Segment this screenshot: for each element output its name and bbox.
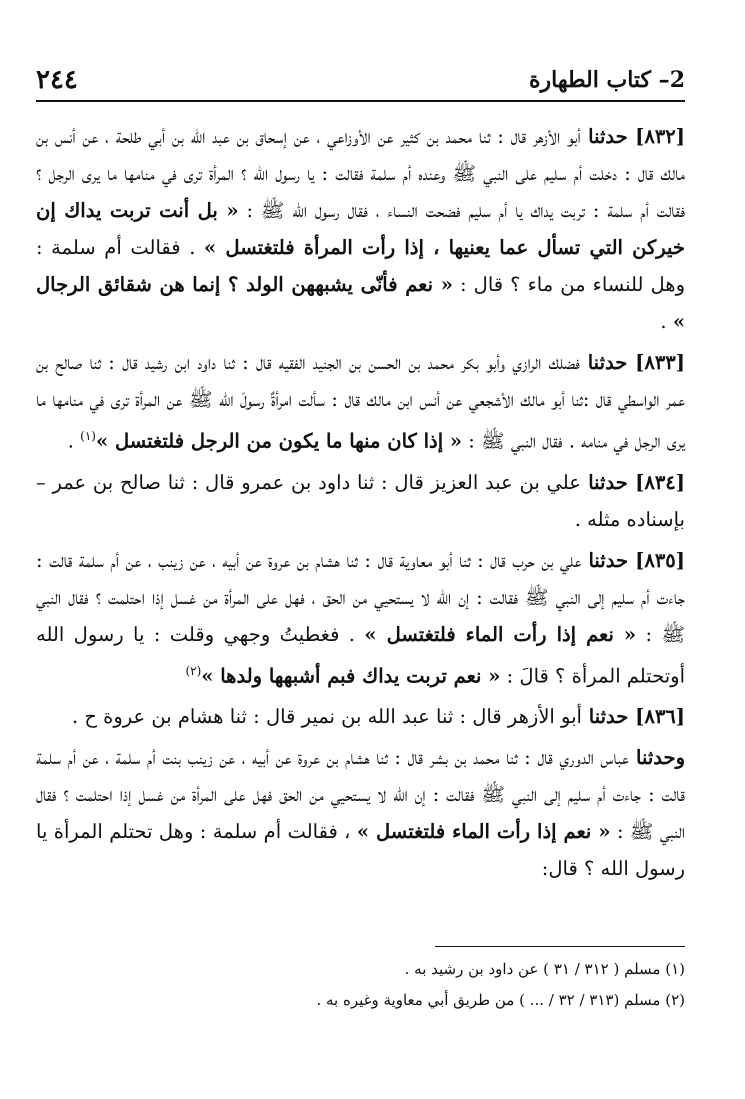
hadith-number: [٨٣٤] [635,470,685,494]
footnote-marker: (٢) [185,663,202,678]
bold-text: حدثنا [581,548,636,572]
page-number: ٢٤٤ [36,65,78,95]
hadith-paragraph [36,542,685,695]
text-run: . فغطيتُ وجهي وقلت : يا رسول الله أوتحتلم المرأة ؟ قالَ : [36,622,685,687]
footnote-1: (١) مسلم ( ٣١٢ / ٣١ ) عن داود بن رشيد به . [404,960,685,978]
bold-text: وحدثنا [628,746,685,769]
text-run: فضلك الرازي وأبو بكر محمد بن الحسن بن الجنيد الفقيه قال : ثنا داود ابن رشيد قال : ثنا صالح بن عمر الواسطي قال :ثنا أبو مالك الأشجعي عن أنس ابن مالك قال : سألت امرأةٌ رسولَ الله ﷺ عن المرأة ترى في منامها ما يرى الرجل في منامه . فقال النبي ﷺ : [36,351,685,453]
bold-text: حدثنا [580,125,636,148]
bold-text: حدثنا [581,705,636,728]
text-run: عباس الدوري قال : ثنا محمد بن بشر قال : ثنا هشام بن عروة عن أبيه ، عن زينب بنت أم سلمة ، عن أم سلمة قالت : جاءت أم سليم إلى النبي ﷺ فقالت : إن الله لا يستحيي من الحق فهل على المرأة من غسل إذا احتلمت ؟ فقال النبي ﷺ : [36,746,685,843]
text-run: . [67,429,81,453]
hadith-number: [٨٣٦] [635,705,685,728]
hadith-number: [٨٣٣] [635,351,686,374]
hadith-number: [٨٣٢] [635,125,685,148]
hadith-paragraph [36,698,685,735]
bold-text: حدثنا [579,351,636,374]
bold-text: « نعم فأنّى يشبههن الولد ؟ إنما هن شقائق الرجال » [36,273,685,333]
bold-text: حدثنا [580,470,636,494]
footnote-rule [435,946,685,947]
text-run: أبو الأزهر قال : ثنا محمد بن كثير عن الأوزاعي ، عن إسحاق بن عبد الله بن أبي طلحة ، عن أنس بن مالك قال : دخلت أم سليم على النبي ﷺ وعنده أم سلمة فقالت : يا رسول الله ؟ المرأة ترى في منامها ما يرى الرجل ؟ فقالت أم سلمة : تربت يداك يا أم سليم فضحت النساء ، فقال رسول الله ﷺ : [36,125,685,222]
text-run: علي بن حرب قال : ثنا أبو معاوية قال : ثنا هشام بن عروة عن أبيه ، عن زينب ، عن أم سلمة قالت : جاءت أم سليم إلى النبي ﷺ فقالت : إن الله لا يستحيي من الحق ، فهل على المرأة من غسل إذا احتلمت ؟ فقال النبي ﷺ : [36,548,685,646]
page-header [36,62,685,98]
hadith-paragraph [36,739,685,887]
text-run: . [660,310,673,333]
text-run: علي بن عبد العزيز قال : ثنا داود بن عمرو قال : ثنا صالح بن عمر – بإسناده مثله . [36,470,685,531]
main-text [36,118,685,891]
chapter-title: 2– كتاب الطهارة [528,67,685,93]
bold-text: « إذا كان منها ما يكون من الرجل فلتغتسل » [95,429,463,453]
text-run: أبو الأزهر قال : ثنا عبد الله بن نمير قال : ثنا هشام بن عروة ح . [71,705,582,728]
text-run: ، فقالت أم سلمة : وهل تحتلم المرأة يا رسول الله ؟ قال: [36,820,685,880]
hadith-number: [٨٣٥] [635,548,686,572]
header-rule [36,100,685,102]
bold-text: « بل أنت تربت يداك إن خيركن التي تسأل عما يعنيها ، إذا رأت المرأة فلتغتسل » [36,199,685,259]
hadith-paragraph [36,118,685,340]
footnote-marker: (١) [80,429,96,443]
text-run: . فقالت أم سلمة : وهل للنساء من ماء ؟ قال : [36,236,685,296]
bold-text: « نعم إذا رأت الماء فلتغتسل » [356,820,611,843]
hadith-paragraph [36,344,685,460]
footnote-2: (٢) مسلم (٣١٣ / ٣٢ / ... ) من طريق أبي معاوية وغيره به . [316,991,685,1009]
bold-text: « نعم إذا رأت الماء فلتغتسل » [364,622,637,646]
hadith-paragraph [36,464,685,538]
footnotes [36,954,685,1016]
bold-text: « نعم تربت يداك فبم أشبهها ولدها » [201,664,501,687]
